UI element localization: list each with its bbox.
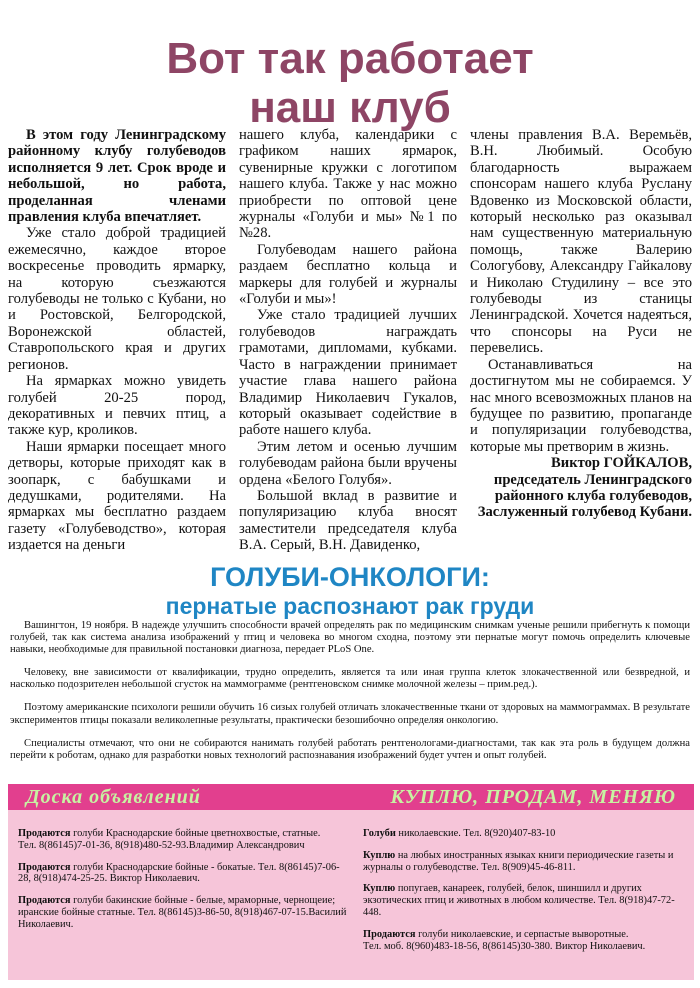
ad-text: голуби бакинские бойные - белые, мраморные, чернощеие; иранские бойные статные. Тел. 8(86145)3-86-50, 8(918)467-07-15.Василий Николаевич. (18, 895, 347, 930)
ad-text: голуби николаевские, и серпастые выворотные. (415, 928, 629, 940)
news-paragraph: Поэтому американские психологи решили обучить 16 сизых голубей отличать злокачественные ткани от здоровых на маммограммах. В результате экспериментов птицы показали великолепные результаты, практически безошибочно определяя онкологию. (10, 702, 690, 726)
article-column-2 (239, 127, 457, 560)
ad-text: голуби Краснодарские бойные цветнохвостые, статные. (70, 828, 321, 839)
article-paragraph: члены правления В.А. Веремьёв, В.Н. Любимый. Особую благодарность выражаем спонсорам нашего клуба Руслану Вдовенко из Московской области, который несколько раз оказывал нам существенную материальную помощь, также Валерию Сологубову, Александру Гайкалову и Николаю Студилину – все это голубеводы из станицы Ленинградской. Хочется надеяться, что спонсоры на Руси не перевелись. (470, 127, 692, 357)
ad-text: на любых иностранных языках книги периодические газеты и журналы о голубеводстве. Тел. 8(909)45-46-811. (363, 849, 674, 873)
article-lead: В этом году Ленинградскому районному клубу голубеводов исполняется 9 лет. Срок вроде и небольшой, но работа, проделанная членами правления клуба впечатляет. (8, 127, 226, 226)
ad-lead: Куплю (363, 849, 396, 861)
article-paragraph: Большой вклад в развитие и популяризацию клуба вносят заместители председателя клуба В.А. Серый, В.Н. Давиденко, (239, 487, 457, 554)
ad-lead: Продаются (18, 895, 71, 907)
ad-contact: Тел. 8(86145)7-01-36, 8(918)480-52-93.Владимир Александрович (18, 839, 305, 851)
article-title-line2: наш клуб (249, 83, 451, 132)
ad-contact: Тел. моб. 8(960)483-18-56, 8(86145)30-380. Виктор Николаевич. (363, 940, 646, 952)
article-title (0, 34, 700, 132)
classifieds-header (8, 784, 694, 810)
article-author-role: председатель Ленинградского районного клуба голубеводов, Заслуженный голубевод Кубани. (477, 471, 692, 521)
news-subtitle: пернатые распознают рак груди (165, 593, 535, 619)
classified-ad (363, 929, 683, 953)
article-column-3 (470, 127, 692, 560)
classified-ad (363, 828, 683, 840)
ad-lead: Продаются (18, 828, 71, 839)
classified-ad (18, 862, 348, 886)
classifieds-title: Доска объявлений (26, 786, 201, 808)
article-paragraph: Останавливаться на достигнутом мы не собираемся. У нас много всевозможных планов на будущее по развитию, пропаганде и популяризации голубеводства, которые мы претворим в жизнь. (470, 356, 692, 455)
article-paragraph: нашего клуба, календарики с графиком наших ярмарок, сувенирные кружки с логотипом нашего клуба. Также у нас можно приобрести по оптовой цене журналы «Голуби и мы» №1 по №28. (239, 127, 457, 242)
ad-text: николаевские. Тел. 8(920)407-83-10 (395, 828, 556, 839)
ad-lead: Продаются (363, 928, 416, 940)
classified-ad (18, 895, 348, 930)
classified-ad (363, 850, 683, 874)
news-body (10, 620, 690, 773)
article-paragraph: Наши ярмарки посещает много детворы, которые приходят как в зоопарк, с бабушками и дедушками, родителями. На ярмарках мы бесплатно раздаем газету «Голубеводство», которая издается на деньги (8, 438, 226, 554)
ad-lead: Продаются (18, 861, 71, 873)
classifieds-column-left (18, 828, 348, 941)
classified-ad (18, 828, 348, 852)
classified-ad (363, 883, 683, 918)
classifieds-column-right (363, 828, 683, 962)
article-author: Виктор ГОЙКАЛОВ, (551, 455, 692, 472)
news-title: ГОЛУБИ-ОНКОЛОГИ: (210, 562, 490, 592)
news-paragraph: Вашингтон, 19 ноября. В надежде улучшить способности врачей определять рак по медицинским снимкам ученые решили прибегнуть к помощи голубей, так как система анализа изображений у птиц и человека во многом сходна, поэтому эти пернатые могут помочь определить ключевые навыки, необходимые для правильной постановки диагноза, передает PLoS One. (10, 620, 690, 656)
article-paragraph: Этим летом и осенью лучшим голубеводам района были вручены ордена «Белого Голубя». (239, 438, 457, 488)
article-paragraph: Голубеводам нашего района раздаем бесплатно кольца и маркеры для голубей и журналы «Голуби и мы»! (239, 241, 457, 308)
article-column-1 (8, 127, 226, 560)
article-paragraph: На ярмарках можно увидеть голубей 20-25 пород, декоративных и певчих птиц, а также кур, кроликов. (8, 373, 226, 439)
classifieds-board (8, 784, 694, 980)
ad-lead: Куплю (363, 883, 396, 895)
classifieds-subtitle: КУПЛЮ, ПРОДАМ, МЕНЯЮ (390, 786, 676, 808)
article-title-line1: Вот так работает (166, 34, 534, 83)
article-paragraph: Уже стало традицией лучших голубеводов награждать грамотами, дипломами, кубками. Часто в награждении принимает участие глава нашего района Владимир Николаевич Гукалов, который оказывает содействие в работе нашего клуба. (239, 307, 457, 439)
ad-text: голуби Краснодарские бойные - бокатые. Тел. 8(86145)7-06-28, 8(918)474-25-25. Виктор Николаевич. (18, 861, 340, 885)
article-paragraph: Уже стало доброй традицией ежемесячно, каждое второе воскресенье проводить ярмарку, на которую съезжаются голубеводы не только с Кубани, но и Ростовской, Белгородской, Воронежской областей, Ставропольского края и других регионов. (8, 225, 226, 373)
news-paragraph: Человеку, вне зависимости от квалификации, трудно определить, является та или иная группа клеток злокачественной или безвредной, и насколько подозрителен небольшой сгусток на маммограмме (рентгеновском снимке молочной железы – прим.ред.). (10, 667, 690, 691)
news-paragraph: Специалисты отмечают, что они не собираются нанимать голубей работать рентгенологами-диагностами, так как эта роль в будущем должна перейти к роботам, однако для разработки новых технологий распознавания изображений будет учтен и опыт голубей. (10, 737, 690, 761)
ad-text: попугаев, канареек, голубей, белок, шиншилл и других экзотических птиц и животных в любом количестве. Тел. 8(918)47-72-448. (363, 883, 675, 918)
ad-lead: Голуби (363, 828, 396, 839)
